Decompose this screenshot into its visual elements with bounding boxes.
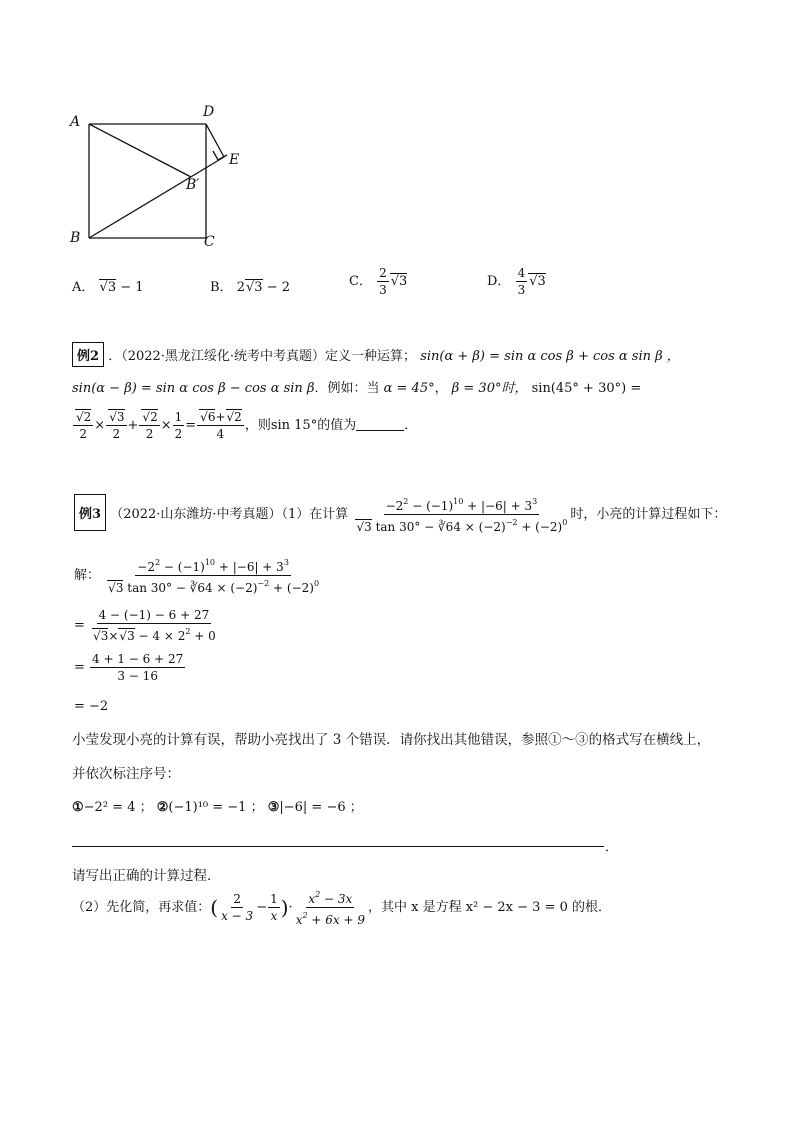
ex2-tag: 例2 xyxy=(72,342,104,367)
segment-DE xyxy=(206,124,224,157)
ex3-para1: 小莹发现小亮的计算有误，帮助小亮找出了 3 个错误．请你找出其他错误，参照①～③的格式写在横线上， xyxy=(72,732,711,748)
choice-c-letter: C． xyxy=(349,274,372,289)
ex3-solution-line2: = 4 − (−1) − 6 + 27 √ 3×√ $3 - 4 \times 2^2 + 0$ xyxy=(74,608,219,643)
choice-d[interactable]: D． $\frac{4}{3}$ √ 3 xyxy=(487,266,546,297)
answer-blank-end: ． xyxy=(605,840,619,855)
choice-b-expr: 2√ 3 − 2 xyxy=(237,279,290,295)
point-C-label: C xyxy=(204,234,215,250)
error-3-expr: |−6| = −6 ； xyxy=(279,800,363,815)
ex3-main-fraction: $-2^2 - (-1)^{10} + |-6| + 3^3$ √ 3 tan 30° − ∛64 × $(-2)^{-2} + (-2)^0$ xyxy=(353,495,569,534)
ex3-errors xyxy=(72,796,363,815)
answer-blank-line[interactable] xyxy=(72,846,604,847)
error-1-expr: −2² = 4 ； xyxy=(83,800,153,815)
segment-AB-prime xyxy=(89,124,191,177)
choice-b[interactable] xyxy=(210,276,290,295)
right-angle-mark xyxy=(213,151,227,160)
ex2-beta: β = 30°时， xyxy=(451,381,528,396)
choice-c-fraction: $\frac{2}{3}$ xyxy=(379,266,387,297)
choice-a-expr: √ 3 − 1 xyxy=(99,279,144,295)
point-Bprime-label: B′ xyxy=(186,177,200,193)
ex3-after-expr: 时，小亮的计算过程如下： xyxy=(570,507,727,522)
point-E-label: E xyxy=(229,152,240,168)
ex2-alpha: α = 45° xyxy=(383,381,435,396)
segment-BE xyxy=(89,157,224,238)
eq-sign-1: = xyxy=(74,618,85,633)
ex2-answer-blank[interactable] xyxy=(356,430,404,431)
choice-d-letter: D． xyxy=(487,274,511,289)
choice-b-letter: B． xyxy=(210,280,233,295)
ex2-formula1: sin(α + β) = sin α cos β + cos α sin β ， xyxy=(420,349,680,364)
ex3-solution-line3: = $\frac{4 + 1 - 6 + 27}{3 - 16}$ xyxy=(74,652,184,683)
part2-tail: ，其中 x 是方程 x² − 2x − 3 = 0 的根． xyxy=(367,900,611,915)
ex3-solution-line1: 解： $-2^2 - (-1)^{10} + |-6| + 3^3$ √ 3 tan 30° − ∛64 × $(-2)^{-2} + (-2)^0$ xyxy=(74,556,322,595)
point-A-label: A xyxy=(70,114,81,130)
solution-label: 解： xyxy=(74,568,101,583)
ex3-tag: 例3 xyxy=(74,494,106,531)
ex2-end: ． xyxy=(404,418,418,433)
choice-c[interactable]: C． $\frac{2}{3}$ √ 3 xyxy=(349,266,407,297)
ex2-line2: sin(α − β) = sin α cos β − cos α sin β．例如：当 α = 45°， β = 30°时， sin(45° + 30°) = xyxy=(72,381,642,396)
error-2-expr: (−1)¹⁰ = −1 ； xyxy=(168,800,264,815)
error-2-mark: ② xyxy=(156,800,169,815)
ex2-line1 xyxy=(72,342,680,367)
point-D-label: D xyxy=(203,104,215,120)
ex3-line1 xyxy=(74,494,726,534)
ex2-sin-expr: sin(45° + 30°) = xyxy=(531,381,642,396)
ex3-part2: （2）先化简，再求值：( $\frac{2}{x - 3}$ − $\frac{1}{x}$ )· $\frac{x^2 - 3x}{x^2 + 6x + 9}$ ，其中 x 是方程 x² − 2x − 3 = 0 的根． xyxy=(72,890,611,927)
ex2-example-text: ．例如：当 xyxy=(314,381,380,396)
ex2-source: ．（2022·黑龙江绥化·统考中考真题）定义一种运算； xyxy=(108,349,417,364)
point-B-label: B xyxy=(70,230,81,246)
choice-a-letter: A． xyxy=(72,280,95,295)
error-1-mark: ① xyxy=(72,800,84,815)
eq-sign-2: = xyxy=(74,660,85,675)
choice-d-fraction: $\frac{4}{3}$ xyxy=(517,266,526,297)
ex2-tail: ，则sin 15°的值为 xyxy=(244,418,357,433)
ex2-line3: √ $\frac{2}{2}$ × √ $\frac{3}{2}$ + √ $\frac{2}{2}$ × $\frac{1}{2}$ = √ $\frac{6+√ 2}{4}$ ，则sin 15°的值为 ． xyxy=(72,410,417,441)
ex3-result: = −2 xyxy=(74,699,109,714)
ex3-source: （2022·山东潍坊·中考真题）（1）在计算 xyxy=(110,507,349,522)
ex3-para2: 并依次标注序号： xyxy=(72,766,180,782)
ex3-para3: 请写出正确的计算过程． xyxy=(72,868,221,884)
choice-a[interactable] xyxy=(72,276,144,295)
ex2-formula2: sin(α − β) = sin α cos β − cos α sin β xyxy=(72,381,315,396)
part2-label: （2）先化简，再求值： xyxy=(72,900,211,915)
error-3-mark: ③ xyxy=(267,800,280,815)
square-diagram xyxy=(60,95,260,255)
